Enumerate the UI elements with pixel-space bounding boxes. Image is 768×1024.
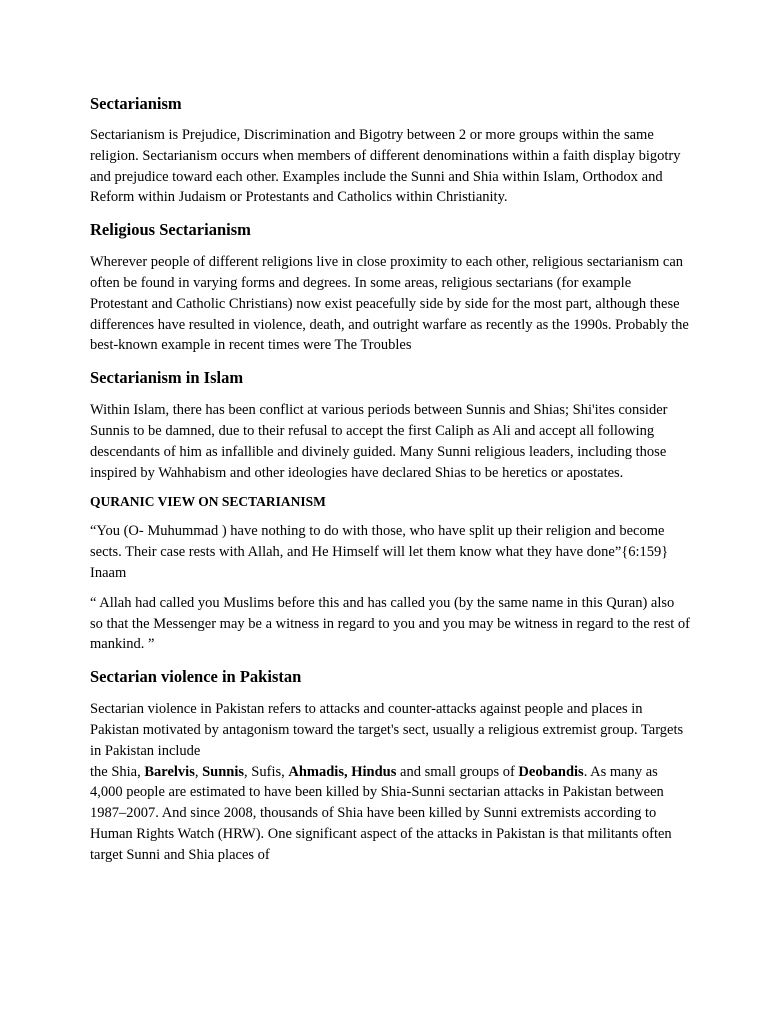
section-religious-sectarianism [90, 218, 690, 356]
section-paragraph: Wherever people of different religions live in close proximity to each other, religious sectarianism can often be found in varying forms and degrees. In some areas, religious sectarians (for example Protestant and Catholic Christians) now exist peacefully side by side for the most part, although these differences have resulted in violence, death, and outright warfare as recently as the 1990s. Probably the best-known example in recent times were The Troubles [90, 254, 689, 354]
section-sectarianism-in-islam [90, 366, 690, 483]
section-heading: Sectarian violence in Pakistan [90, 667, 302, 687]
paragraph-text: the Shia, [90, 763, 141, 780]
document-page [90, 92, 690, 866]
term-sunnis: Sunnis [202, 763, 245, 780]
paragraph-text: . As many as 4,000 people are estimated to have been killed by Shia-Sunni sectarian attacks in Pakistan between 1987–2007. And since 2008, thousands of Shia have been killed by Sunni extremists according to Human Rights Watch (HRW). One significant aspect of the attacks in Pakistan is that militants often target Sunni and Shia places of [90, 763, 672, 863]
section-paragraph: Within Islam, there has been conflict at various periods between Sunnis and Shias; Shi'ites consider Sunnis to be damned, due to their refusal to accept the first Caliph as Ali and accept all following descendants of him as infallible and divinely guided. Many Sunni religious leaders, including those inspired by Wahhabism and other ideologies have declared Shias to be heretics or apostates. [90, 402, 668, 481]
term-ahmadis: Ahmadis, [288, 763, 348, 780]
paragraph-text: , Sufis, [244, 763, 285, 780]
section-sectarian-violence-pakistan [90, 665, 690, 865]
section-heading: Sectarianism in Islam [90, 368, 244, 388]
section-paragraph [90, 699, 690, 865]
quran-quote-2: “ Allah had called you Muslims before this and has called you (by the same name in this Quran) also so that the Messenger may be a witness in regard to you and you may be witness in regard to the rest of mankind. ” [90, 594, 690, 653]
paragraph-text: Sectarian violence in Pakistan refers to attacks and counter-attacks against people and places in Pakistan motivated by antagonism toward the target's sect, usually a religious extremist group. Targets in Pakistan include [90, 701, 684, 759]
term-barelvis: Barelvis [144, 763, 195, 780]
section-heading: Sectarianism [90, 94, 182, 113]
section-sectarianism [90, 92, 690, 208]
section-heading: QURANIC VIEW ON SECTARIANISM [90, 494, 326, 510]
section-quranic-view [90, 492, 690, 655]
quran-quote-1: “You (O- Muhummad ) have nothing to do with those, who have split up their religion and become sects. Their case rests with Allah, and He Himself will let them know what they have done”{6:159} Inaam [90, 523, 669, 581]
paragraph-text: and small groups of [400, 763, 515, 780]
punctuation: , [194, 763, 199, 780]
term-hindus: Hindus [351, 763, 397, 780]
term-deobandis: Deobandis [518, 763, 584, 780]
section-heading: Religious Sectarianism [90, 220, 251, 240]
section-paragraph: Sectarianism is Prejudice, Discrimination and Bigotry between 2 or more groups within the same religion. Sectarianism occurs when members of different denominations within a faith display bigotry and prejudice toward each other. Examples include the Sunni and Shia within Islam, Orthodox and Reform within Judaism or Protestants and Catholics within Christianity. [90, 127, 681, 206]
